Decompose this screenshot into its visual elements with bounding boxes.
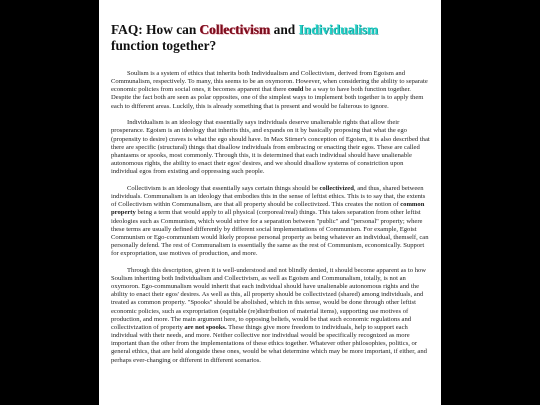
paragraph-text: Soulism is a system of ethics that inherits both Individualism and Collectivism, derived from Egoism and Communalism, respectively. To many, this seems to be an oxymoron. However, when considering the ability to separate economic policies from social ones, it becomes apparent that there <box>111 70 428 94</box>
paragraph-soulism <box>111 70 431 111</box>
bold-text: collectivized <box>319 184 354 192</box>
page-title <box>111 22 431 54</box>
title-middle: and <box>270 22 299 37</box>
paragraph-text: These things give more freedom to individuals, help to support each individual with their needs, and more. Neither collective nor individual would be specifically recognized as more important than the other from the implementations of these ethics together. Whatever other philosophies, politics, or general ethics, that are held alongside these ones, would be what determine which may be more important, if either, and perhaps ever-changing or different in different scenarios. <box>111 323 427 364</box>
paragraph-collectivism <box>111 185 431 258</box>
document-content <box>99 0 441 365</box>
title-prefix: FAQ: How can <box>111 22 200 37</box>
paragraph-synthesis <box>111 267 431 365</box>
paragraph-text: Collectivism is an ideology that essentially says certain things should be <box>127 184 320 192</box>
paragraph-text: Individualism is an ideology that essentially says individuals deserve unalienable rights that allow their prosperance. Egoism is an ideology that inherits this, and expands on it by basically proposing that what the ego (propensity to desire) craves is what the ego should have. In Max Stirner's conception of Egoism, it is also described that there are specific (structural) things that disallow individuals from embracing or enacting their egos. These are called phantasms or spooks, most commonly. Through this, it is determined that each individual should have unalienable autonomous rights, the ability to enact their egos' desires, and we should disallow systems of constriction upon individual egos from existing and oppressing such people. <box>111 119 430 176</box>
title-collectivism-word: Collectivism <box>199 22 271 37</box>
paragraph-text: Through this description, given it is well-understood and not blindly denied, it should become apparent as to how Soulism inheriting both Individualism and Collectivism, as well as Egoism and Communalism, totally, is not an oxymoron. Ego-communalism would inherit that each individual should have unalienable autonomous rights and the ability to enact their egos' desires. As well as this, all property should be collectivized (shared) among individuals, and treated as common property. "Spooks" should be abolished, which in this sense, would be done through other leftist economic policies, such as expropriation (equitable (re)distribution of material items), supporting use motives of production, and more. The main argument here, to opposing beliefs, would be that such economic regulations and collectivization of property <box>111 266 427 331</box>
paragraph-individualism <box>111 119 431 176</box>
bold-text: are not spooks. <box>184 323 227 331</box>
document-page <box>99 0 441 405</box>
paragraph-text: , and thus, shared between individuals. Communalism is an ideology that embodies this in the sense of leftist ethics. This is to say that, the extents of Collectivism within Communalism, are that all property should be collectivized. This creates the notion of <box>111 184 426 209</box>
paragraph-text: being a term that would apply to all physical (corporeal/real) things. This takes separation from other leftist ideologies such as Communism, which would strive for a separation between "public" and "personal" property; where these terms are usually defined differently by different social implementations of Communism. For example, Egoist Communism or Ego-communism would likely propose personal property as being whatever an individual, themself, can personally defend. The rest of Communalism is essentially the same as the rest of Communism, economically. Support for expropriation, use motives of production, and more. <box>111 209 429 258</box>
bold-text: could <box>288 86 304 94</box>
paragraph-text: be a way to have both function together. Despite the fact both are seen as polar opposites, one of the simplest ways to implement both together is to apply them each to different areas. Luckily, this is already something that is present and would be falterous to ignore. <box>111 86 424 110</box>
title-suffix: function together? <box>111 38 217 53</box>
bold-text: common property <box>111 201 425 217</box>
title-individualism-word: Individualism <box>298 22 379 37</box>
